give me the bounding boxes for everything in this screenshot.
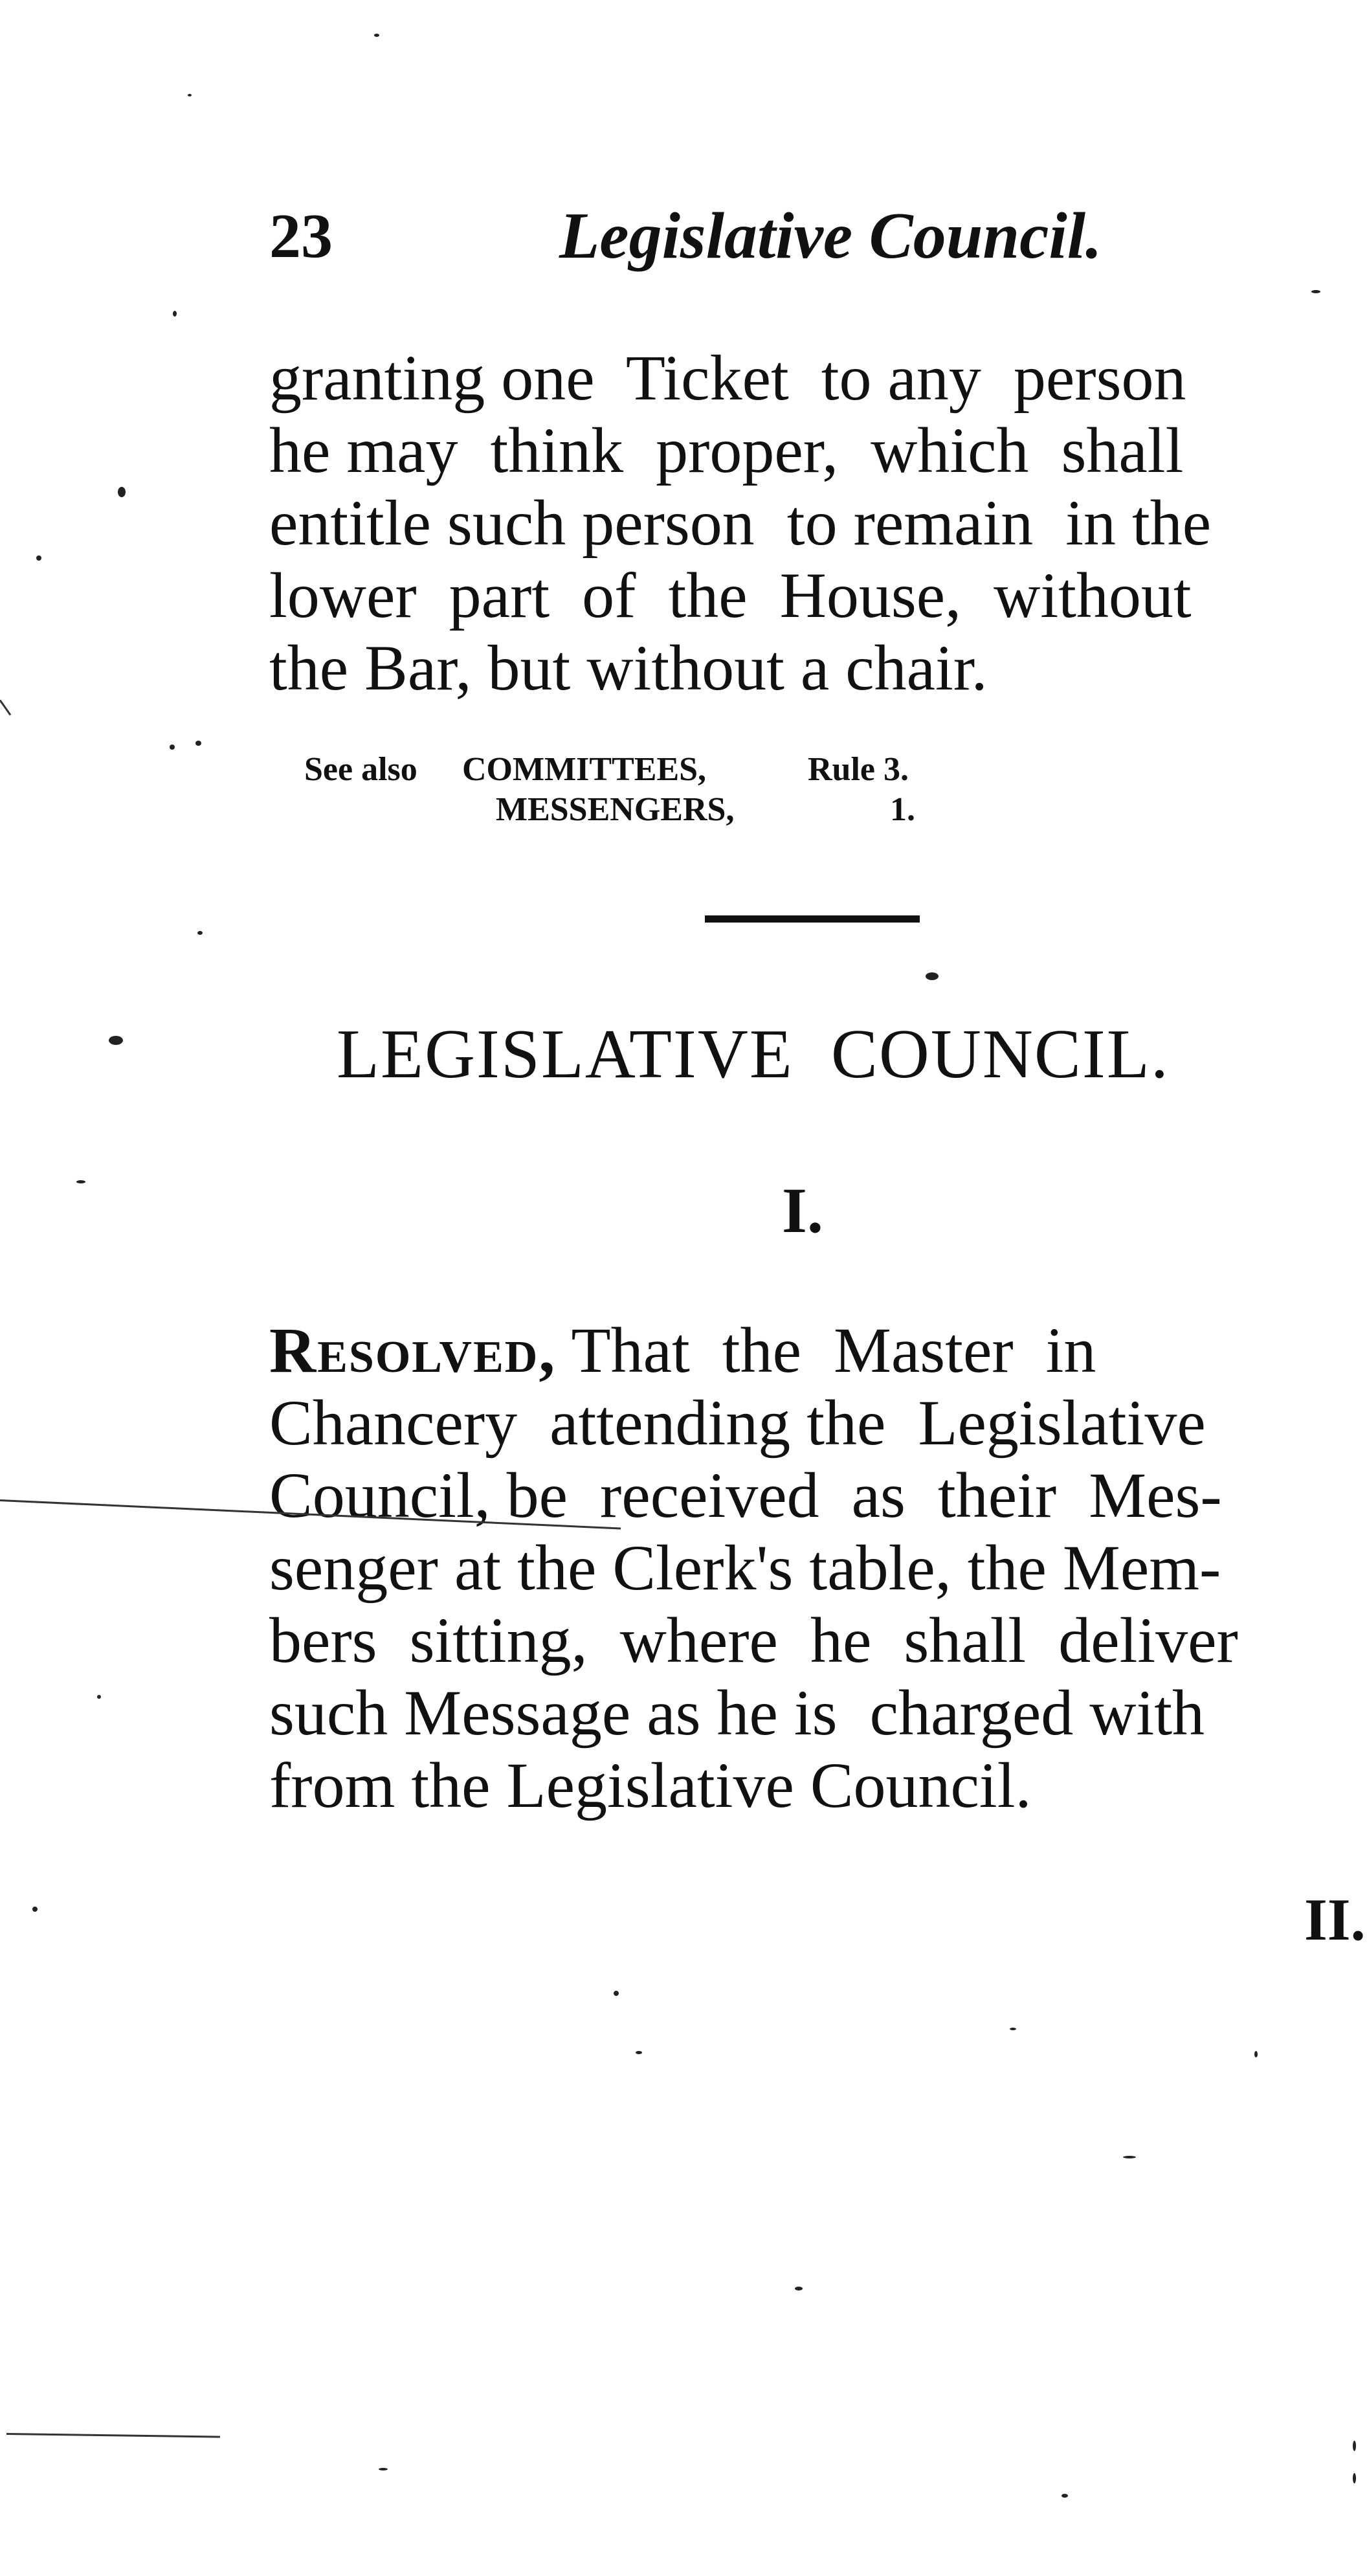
scan-stray-line [6, 2433, 220, 2438]
text-line: from the Legislative Council. [269, 1749, 1032, 1821]
scan-stray-line [0, 700, 11, 716]
see-also-label: See also [304, 751, 417, 788]
scan-speck [1254, 2051, 1258, 2057]
scan-speck [1311, 290, 1320, 293]
scan-speck [170, 745, 175, 750]
scan-speck [374, 34, 379, 37]
scan-speck [1353, 2473, 1356, 2483]
reference-rule: Rule 3. [808, 751, 909, 788]
scan-speck [926, 972, 939, 980]
text-line [269, 1314, 1354, 1387]
text-line: bers sitting, where he shall deliver [269, 1604, 1238, 1676]
scan-speck [614, 1991, 619, 1996]
scan-speck [188, 94, 192, 96]
running-head [269, 197, 1150, 275]
text-line: he may think proper, which shall [269, 414, 1184, 486]
scan-speck [195, 741, 201, 746]
resolution-paragraph [269, 1314, 1354, 1822]
text-line: such Message as he is charged with [269, 1677, 1205, 1749]
scan-speck [379, 2468, 388, 2470]
page-number: 23 [269, 201, 333, 271]
section-heading: LEGISLATIVE COUNCIL. [337, 1016, 1170, 1093]
scan-speck [1010, 2028, 1016, 2030]
text-line: lower part of the House, without [269, 559, 1192, 631]
scan-speck [118, 487, 126, 497]
reference-target: MESSENGERS, [496, 791, 735, 828]
text-line: Council, be received as their Mes- [269, 1459, 1222, 1531]
scan-speck [197, 931, 203, 935]
first-line-text: That the Master in [556, 1314, 1096, 1386]
text-line: Chancery attending the Legislative [269, 1387, 1206, 1459]
see-also-row [304, 750, 1016, 790]
running-title: Legislative Council. [559, 199, 1102, 273]
reference-target: COMMITTEES, [462, 751, 707, 788]
scan-speck [76, 1180, 85, 1183]
see-also-references [304, 750, 1016, 830]
scan-speck [1061, 2494, 1068, 2498]
lead-word: Resolved, [269, 1314, 557, 1386]
scan-speck [109, 1036, 123, 1045]
scan-speck [173, 311, 177, 317]
catchword: II. [1304, 1887, 1366, 1953]
section-divider [705, 915, 920, 923]
scan-speck [1123, 2156, 1136, 2158]
text-line: granting one Ticket to any person [269, 342, 1186, 414]
scan-speck [795, 2287, 803, 2290]
scan-speck [97, 1695, 101, 1699]
scan-speck [36, 555, 41, 561]
scan-speck [32, 1907, 38, 1912]
see-also-row [304, 790, 1016, 830]
scan-speck [636, 2051, 642, 2054]
text-line: senger at the Clerk's table, the Mem- [269, 1532, 1221, 1604]
text-line: entitle such person to remain in the [269, 487, 1212, 559]
scan-speck [1353, 2441, 1356, 2451]
rule-numeral: I. [782, 1174, 823, 1246]
reference-rule: 1. [890, 791, 915, 828]
continued-paragraph [269, 342, 1354, 704]
text-line: the Bar, but without a chair. [269, 632, 988, 704]
